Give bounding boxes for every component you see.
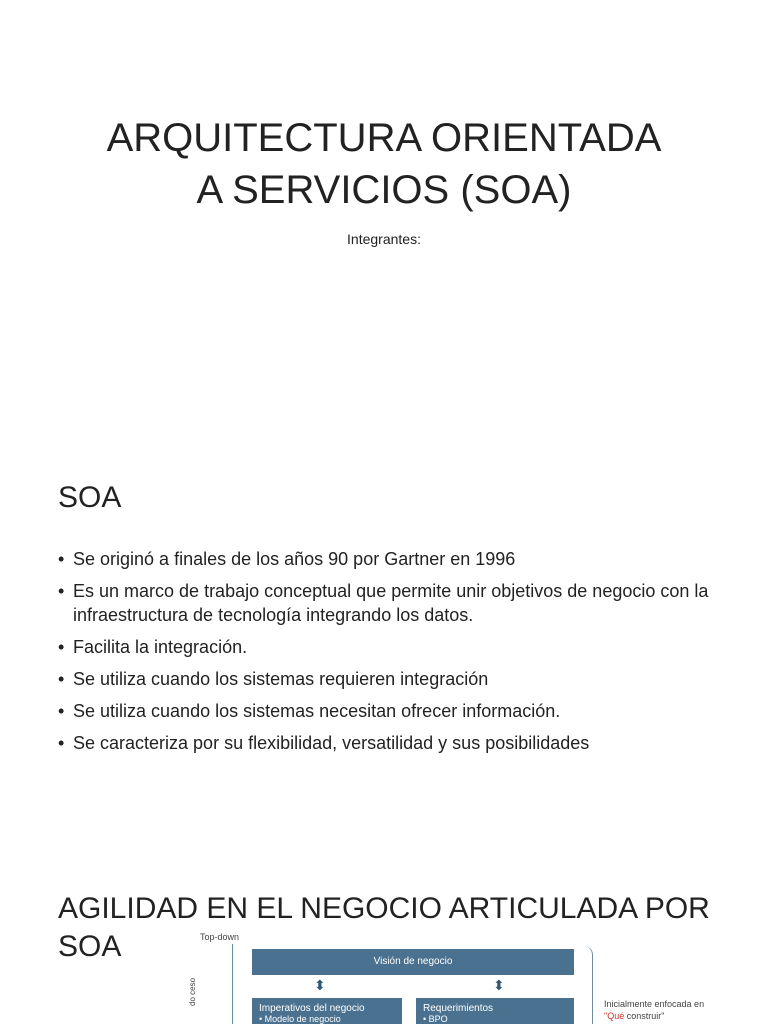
side-label: do ceso: [188, 977, 197, 1006]
double-arrow-icon: ⬍: [314, 977, 326, 993]
bullet-icon: •: [58, 669, 65, 689]
axis-line: [232, 944, 233, 1024]
brace-icon: [584, 946, 593, 1024]
bullet-icon: •: [58, 549, 65, 569]
box-title: Imperativos del negocio: [259, 1003, 365, 1014]
section-title: SOA: [58, 481, 122, 514]
soa-diagram: [190, 932, 768, 1024]
double-arrow-icon: ⬍: [493, 977, 505, 993]
requirements-box: [416, 998, 574, 1024]
box-title: Requerimientos: [423, 1003, 494, 1014]
slide-title-line2: A SERVICIOS (SOA): [196, 168, 572, 212]
list-item: • Se utiliza cuando los sistemas requieren integración: [58, 669, 489, 689]
slide-title: [0, 112, 768, 216]
list-item: • Se utiliza cuando los sistemas necesitan ofrecer información.: [58, 701, 561, 721]
list-item: • Es un marco de trabajo conceptual que permite unir objetivos de negocio con la infraestructura de tecnología integrando los datos.: [58, 581, 709, 625]
slide-subtitle: Integrantes:: [347, 231, 421, 247]
bullet-icon: •: [58, 733, 65, 753]
box-item: • Modelo de negocio: [259, 1014, 341, 1024]
vision-box: Visión de negocio: [252, 949, 574, 975]
bullet-list: [58, 547, 718, 763]
note-highlight: "Qué: [604, 1011, 625, 1021]
side-note: Inicialmente enfocada en "Qué construir": [604, 999, 705, 1021]
business-imperatives-box: [252, 998, 402, 1024]
box-item: • BPO: [423, 1014, 448, 1024]
title-slide: [0, 0, 768, 430]
bullet-icon: •: [58, 581, 65, 601]
bullet-icon: •: [58, 701, 65, 721]
slide-title-line1: ARQUITECTURA ORIENTADA: [106, 116, 662, 160]
list-item: • Se caracteriza por su flexibilidad, versatilidad y sus posibilidades: [58, 733, 590, 753]
list-item: • Facilita la integración.: [58, 637, 248, 657]
section-title: AGILIDAD EN EL NEGOCIO ARTICULADA POR SOA: [58, 892, 710, 963]
soa-slide: [0, 445, 768, 840]
agility-slide: [0, 860, 768, 1024]
list-item: • Se originó a finales de los años 90 por Gartner en 1996: [58, 549, 516, 569]
bullet-icon: •: [58, 637, 65, 657]
topdown-label: Top-down: [200, 932, 240, 942]
